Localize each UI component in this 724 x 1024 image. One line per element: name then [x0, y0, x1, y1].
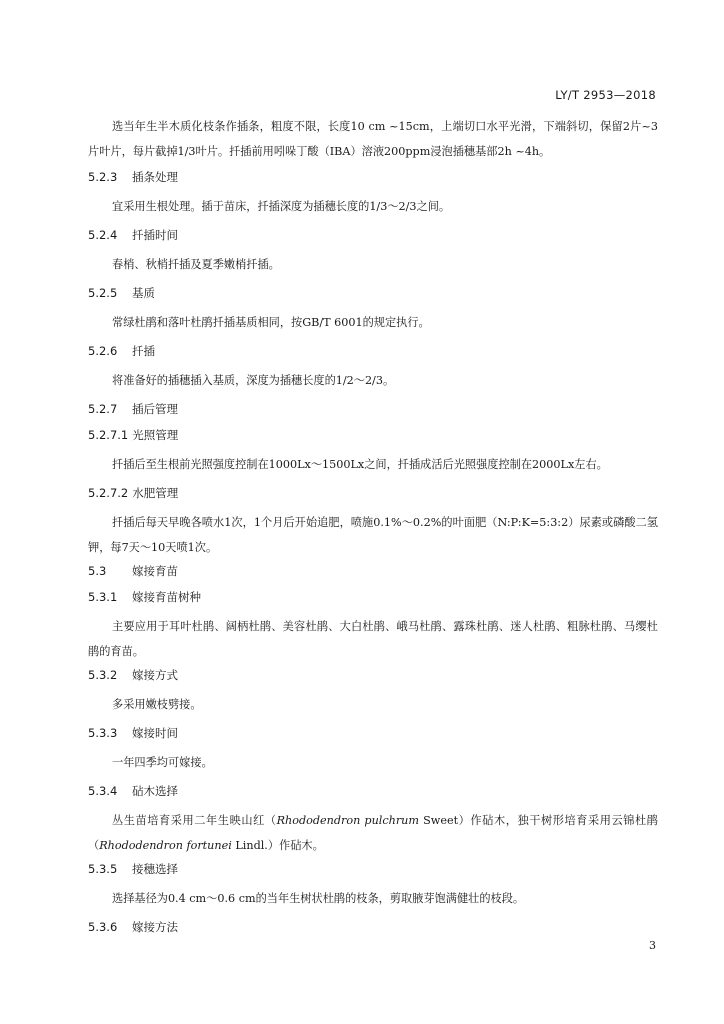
- section-title: 砧木选择: [132, 784, 178, 798]
- paragraph-block: [88, 368, 658, 393]
- paragraph-block: [88, 510, 658, 560]
- paragraph: 春梢、秋梢扦插及夏季嫩梢扦插。: [112, 258, 280, 271]
- section-title: 扦插时间: [132, 228, 178, 242]
- section-number: 5.3.2: [88, 668, 118, 682]
- section-title: 插条处理: [132, 170, 178, 184]
- section-number: 5.3.6: [88, 920, 118, 934]
- section-heading: [88, 782, 658, 800]
- section-number: 5.3.4: [88, 784, 118, 798]
- section-heading: [88, 484, 658, 502]
- section-title: 嫁接时间: [132, 726, 178, 740]
- paragraph: 一年四季均可嫁接。: [112, 756, 213, 769]
- paragraph: 宜采用生根处理。插于苗床，扦插深度为插穗长度的1/3～2/3之间。: [112, 200, 451, 213]
- paragraph-block: [88, 114, 658, 164]
- section-heading: [88, 342, 658, 360]
- section-heading: [88, 226, 658, 244]
- section-title: 嫁接方法: [132, 920, 178, 934]
- paragraph-block: [88, 750, 658, 775]
- paragraph-block: [88, 252, 658, 277]
- paragraph: 选择基径为0.4 cm～0.6 cm的当年生树状杜鹃的枝条，剪取腋芽饱满健壮的枝段。: [112, 892, 525, 905]
- section-heading: [88, 860, 658, 878]
- page-number: 3: [649, 939, 656, 952]
- paragraph-block: [88, 310, 658, 335]
- paragraph: 扦插后每天早晚各喷水1次，1个月后开始追肥，喷施0.1%～0.2%的叶面肥（N:P:K=5:3:2）尿素或磷酸二氢钾，每7天～10天喷1次。: [88, 516, 658, 554]
- section-title: 光照管理: [132, 428, 179, 442]
- paragraph: 常绿杜鹃和落叶杜鹃扦插基质相同，按GB/T 6001的规定执行。: [112, 316, 430, 329]
- paragraph-block: [88, 692, 658, 717]
- section-number: 5.2.7: [88, 402, 118, 416]
- paragraph-block: [88, 614, 658, 664]
- section-heading: [88, 168, 658, 186]
- text-run: Lindl.）作砧木。: [231, 839, 324, 852]
- paragraph-block: [88, 194, 658, 219]
- section-number: 5.2.5: [88, 286, 118, 300]
- paragraph: 将准备好的插穗插入基质，深度为插穗长度的1/2～2/3。: [112, 374, 395, 387]
- paragraph: 选当年生半木质化枝条作插条，粗度不限，长度10 cm ~15cm，上端切口水平光滑，下端斜切，保留2片~3片叶片，每片截掉1/3叶片。扦插前用吲哚丁酸（IBA）溶液200ppm浸泡插穗基部2h ~4h。: [88, 120, 658, 158]
- section-number: 5.3: [88, 564, 107, 578]
- section-heading: [88, 666, 658, 684]
- paragraph-block: [88, 808, 658, 858]
- paragraph: [88, 808, 658, 858]
- section-heading: [88, 588, 658, 606]
- latin-name: Rhododendron fortunei: [99, 839, 232, 852]
- paragraph: 主要应用于耳叶杜鹃、阔柄杜鹃、美容杜鹃、大白杜鹃、峨马杜鹃、露珠杜鹃、迷人杜鹃、粗脉杜鹃、马缨杜鹃的育苗。: [88, 620, 658, 658]
- section-number: 5.2.7.1: [88, 428, 129, 442]
- section-title: 嫁接方式: [132, 668, 178, 682]
- section-title: 插后管理: [132, 402, 178, 416]
- section-heading: [88, 426, 658, 444]
- section-title: 基质: [132, 286, 155, 300]
- section-title: 嫁接育苗: [132, 564, 178, 578]
- section-number: 5.2.4: [88, 228, 118, 242]
- section-title: 接穗选择: [132, 862, 178, 876]
- paragraph: 扦插后至生根前光照强度控制在1000Lx～1500Lx之间，扦插成活后光照强度控制在2000Lx左右。: [112, 458, 608, 471]
- section-number: 5.3.3: [88, 726, 118, 740]
- paragraph-block: [88, 886, 658, 911]
- section-title: 嫁接育苗树种: [132, 590, 201, 604]
- paragraph: 多采用嫩枝劈接。: [112, 698, 202, 711]
- section-heading: [88, 400, 658, 418]
- paragraph-block: [88, 452, 658, 477]
- section-number: 5.2.7.2: [88, 486, 129, 500]
- section-number: 5.3.1: [88, 590, 118, 604]
- section-number: 5.3.5: [88, 862, 118, 876]
- latin-name: Rhododendron pulchrum: [276, 814, 419, 827]
- section-number: 5.2.6: [88, 344, 118, 358]
- section-heading: [88, 284, 658, 302]
- text-run: Sweet）作砧木，独干树形培育采用云锦杜鹃（: [88, 814, 658, 852]
- section-heading: [88, 724, 658, 742]
- text-run: 丛生苗培育采用二年生映山红（: [112, 814, 277, 827]
- section-heading: [88, 562, 658, 580]
- section-number: 5.2.3: [88, 170, 118, 184]
- section-title: 扦插: [132, 344, 155, 358]
- standard-code: LY/T 2953—2018: [555, 88, 656, 102]
- section-heading: [88, 918, 658, 936]
- section-title: 水肥管理: [132, 486, 179, 500]
